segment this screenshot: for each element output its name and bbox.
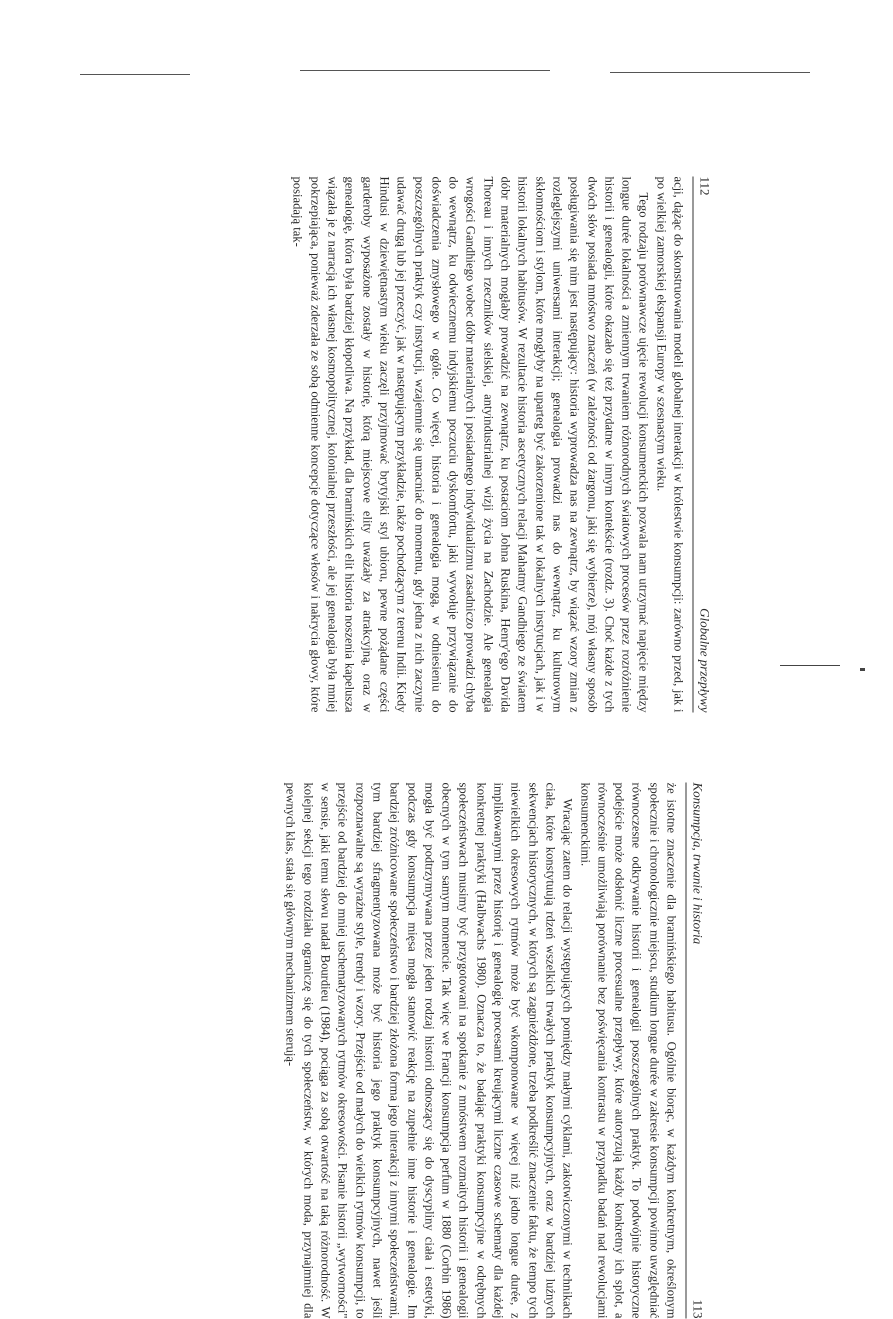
paragraph: Wracając zatem do relacji występujących pomiędzy małymi cyklami, zakotwiczonymi w technikach ciała, które konstytuują rdzeń wszelkich trwałych praktyk konsumpcyjnych, oraz w bardziej luźnych sekwencjach historycznych, w których są zagnieżdżone, trzeba podkreślić znaczenie faktu, że tempo tych niewielkich okresowych rytmów może być wkomponowane w więcej niż jedno longue durée, z implikowanymi przez historię i genealogię procesami kreującymi liczne czasowe schematy dla każdej konkretnej praktyki (Halbwachs 1980). Oznacza to, że badając praktyki konsumpcyjne w odrębnych społeczeństwach musimy być przygotowani na spotkanie z mnóstwem rozmaitych historii i genealogii obecnych w tym samym momencie. Tak więc we Francji konsumpcja perfum w 1880 (Corbin 1986) mogła być podtrzymywana przez jeden rodzaj historii odnoszący się do dyscypliny ciała i estetyki, podczas gdy konsumpcja mięsa mogła stanowić reakcję na zupełnie inne historie i genealogie. Im bardziej zróżnicowane społeczeństwo i bardziej złożona forma jego interakcji z innymi społeczeństwami, tym bardziej sfragmentyzowana może być historia jego praktyk konsumpcyjnych, nawet jeśli rozpoznawalne są wyraźne style, trendy i wzory. Przejście od małych do wielkich rytmów konsumpcji, to przejście od bardziej do mniej uschematyzowanych rytmów okresowości. Pisanie historii „wytworności" w sensie, jaki temu słowu nadał Bourdieu (1984), pociąga za sobą otwartość na taką różnorodność. W kolejnej sekcji tego rozdziału ograniczę się do tych społeczeństw, w których moda, przynajmniej dla pewnych klas, stała się głównym mechanizmem sterują- bbox=[283, 782, 575, 1319]
scan-artifact-mark bbox=[860, 668, 865, 671]
paragraph: Tego rodzaju porównawcze ujęcie rewolucji konsumenckich pozwala nam utrzymać napięcie między longue durée lokalności a zmiennym trwaniem różnorodnych światowych procesów przez rozróżnienie historii i genealogii, które okazało się też przydatne w innym kontekście (rozdz. 3). Choć każde z tych dwóch słów posiada mnóstwo znaczeń (w zależności od żargonu, jaki się wybierze), mój własny sposób posługiwania się nim jest następujący: historia wyprowadza nas na zewnątrz, by wiązać wzory zmian z rozleglejszymi uniwersami interakcji; genealogia prowadzi nas do wewnątrz, ku kulturowym skłonnościom i stylom, które mogłyby na uparteg być zakorzenione tak w lokalnych instytucjach, jak i w historii lokalnych habitusów. W rezultacie historia ascetycznych relacji Mahatmy Gandhiego ze światem dóbr materialnych mogłaby prowadzić na zewnątrz, ku postaciom Johna Ruskina, Henry'ego Davida Thoreau i innych rzeczników sielskiej, antyindustrialnej wizji życia na Zachodzie. Ale genealogia wrogości Gandhiego wobec dóbr materialnych i posiadanego indywidualizmu zasadniczo prowadzi chyba do wewnątrz, ku odwiecznemu indyjskiemu poczuciu dyskomfortu, jaki wywołuje przywiązanie do doświadczenia zmysłowego w ogóle. Co więcej, historia i genealogia mogą, w odniesieniu do poszczególnych praktyk czy instytucji, wzajemnie się umacniać do momentu, gdy jedna z nich zaczynie udawać drugą lub jej przeczyć, jak w następującym przykładzie, także pochodzącym z terenu Indii. Kiedy Hindusi w dziewiętnastym wieku zaczęli przyjmować brytyjski styl ubioru, pewne pożądane części garderoby wyposażone zostały w historię, którą miejscowe elity uważały za atrakcyjną, oraz w genealogię, która była bardziej kłopotliwa. Na przykład, dla bramińskich elit historia noszenia kapelusza wiązała je z narracją ich własnej kosmopolitycznej, kolonialnej przeszłości, ale jej genealogia była mniej pokrzepiająca, ponieważ zderzała ze sobą odmienne koncepcje dotyczące włosów i nakrycia głowy, które posiadają tak- bbox=[290, 176, 651, 713]
book-page-right bbox=[261, 783, 706, 1319]
page-number: 113 bbox=[690, 1299, 706, 1319]
paragraph: że istotne znaczenie dla bramińskiego habitusu. Ogólnie biorąc, w każdym konkretnym, określonym społecznie i chronologicznie miejscu, studium longue durée w zakresie konsumpcji powinno uwzględniać równoczesne odkrywanie historii i genealogii poszczególnych praktyk. To podwójnie historyczne podejście może odsłonić liczne procesualne przepływy, które autoryzują każdy konkretny ich splot, a równocześnie umożliwiają porównanie bez poświęcania kontrastu w przypadku badań nad rewolucjami konsumenckimi. bbox=[578, 782, 679, 1319]
book-page-left bbox=[268, 177, 713, 713]
page-number: 112 bbox=[697, 176, 713, 196]
running-title: Globalne przepływy bbox=[697, 608, 713, 713]
running-header bbox=[693, 177, 713, 713]
scan-artifact-line bbox=[80, 74, 190, 75]
running-title: Konsumpcja, trwanie i historia bbox=[690, 782, 706, 945]
paragraph: acji, dążąc do skonstruowania modeli globalnej interakcji w królestwie konsumpcji: zarówno przed, jak i po wielkiej zamorskiej ekspansji Europy w szesnastym wieku. bbox=[654, 176, 686, 713]
running-header bbox=[686, 783, 706, 1319]
page-body bbox=[282, 783, 680, 1319]
scan-artifact-line bbox=[610, 72, 810, 73]
scan-artifact-mark bbox=[780, 665, 840, 666]
scan-artifact-line bbox=[300, 70, 550, 71]
page-body bbox=[289, 177, 687, 713]
